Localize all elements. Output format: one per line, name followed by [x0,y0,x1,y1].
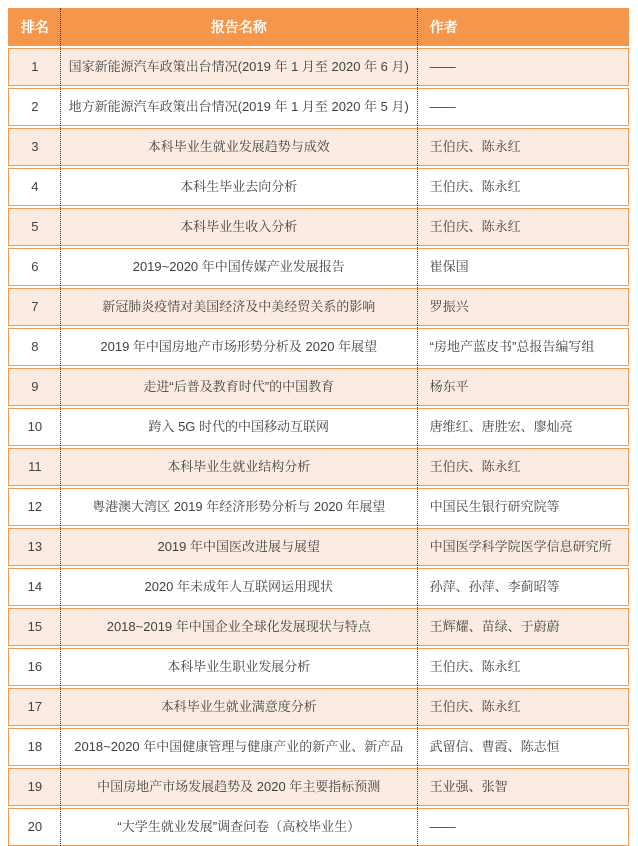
author-cell: 武留信、曹霞、陈志恒 [429,739,560,755]
table-row [8,728,629,766]
header-title: 报告名称 [210,18,267,35]
title-cell: 本科毕业生就业满意度分析 [160,699,317,715]
table-row [8,128,629,166]
rank-cell: 8 [31,339,39,355]
rank-cell: 20 [27,819,43,835]
author-cell: 罗振兴 [429,299,469,315]
author-cell: 唐维红、唐胜宏、廖灿亮 [429,419,573,435]
table-row [8,568,629,606]
header-author: 作者 [429,18,458,35]
table-row [8,648,629,686]
rank-cell: 14 [27,579,43,595]
title-cell: 2019 年中国医改进展与展望 [157,539,321,555]
author-cell: —— [429,819,456,835]
title-cell: 本科毕业生收入分析 [180,219,298,235]
rank-cell: 11 [28,459,42,475]
title-cell: 2019 年中国房地产市场形势分析及 2020 年展望 [100,339,378,355]
column-divider-rank-title [60,8,61,846]
table-row [8,368,629,406]
table-row [8,48,629,86]
author-cell: “房地产蓝皮书”总报告编写组 [429,339,595,355]
author-cell: 中国医学科学院医学信息研究所 [429,539,612,555]
table-row [8,168,629,206]
rank-cell: 10 [27,419,43,435]
author-cell: 孙萍、孙萍、李蓟昭等 [429,579,560,595]
title-cell: 2018~2019 年中国企业全球化发展现状与特点 [106,619,371,635]
title-cell: 本科毕业生就业发展趋势与成效 [147,139,330,155]
header-rank: 排名 [20,18,49,35]
table-row [8,328,629,366]
title-cell: 2020 年未成年人互联网运用现状 [144,579,334,595]
author-cell: 杨东平 [429,379,469,395]
column-divider-title-author [417,8,418,846]
rank-cell: 7 [31,299,39,315]
author-cell: 王伯庆、陈永红 [429,699,521,715]
rank-cell: 13 [27,539,43,555]
table-row [8,688,629,726]
title-cell: 本科生毕业去向分析 [180,179,298,195]
rank-cell: 2 [31,99,39,115]
title-cell: 中国房地产市场发展趋势及 2020 年主要指标预测 [97,779,381,795]
table-row [8,488,629,526]
table-row [8,448,629,486]
rank-cell: 6 [31,259,39,275]
table-row [8,88,629,126]
author-cell: —— [429,59,456,75]
table-body [8,48,629,846]
rank-cell: 5 [31,219,39,235]
author-cell: 崔保国 [429,259,469,275]
title-cell: 粤港澳大湾区 2019 年经济形势分析与 2020 年展望 [92,499,386,515]
title-cell: 2018~2020 年中国健康管理与健康产业的新产业、新产品 [74,739,404,755]
author-cell: 王伯庆、陈永红 [429,139,521,155]
rank-cell: 9 [31,379,39,395]
table-row [8,808,629,846]
table-row [8,528,629,566]
author-cell: 王业强、张智 [429,779,508,795]
author-cell: 王伯庆、陈永红 [429,659,521,675]
title-cell: 2019~2020 年中国传媒产业发展报告 [132,259,345,275]
table-row [8,408,629,446]
author-cell: 中国民生银行研究院等 [429,499,560,515]
rank-cell: 12 [27,499,43,515]
rank-cell: 18 [27,739,43,755]
table-row [8,288,629,326]
rank-cell: 3 [31,139,39,155]
rank-cell: 19 [27,779,43,795]
title-cell: 国家新能源汽车政策出台情况(2019 年 1 月至 2020 年 6 月) [68,59,409,75]
table-row [8,768,629,806]
author-cell: —— [429,99,456,115]
title-cell: 本科毕业生职业发展分析 [167,659,311,675]
rank-cell: 16 [27,659,43,675]
rank-cell: 15 [27,619,43,635]
title-cell: 跨入 5G 时代的中国移动互联网 [148,419,330,435]
reports-ranking-table [8,8,629,846]
title-cell: 走进“后普及教育时代”的中国教育 [143,379,335,395]
rank-cell: 4 [31,179,39,195]
author-cell: 王伯庆、陈永红 [429,459,521,475]
table-row [8,248,629,286]
author-cell: 王伯庆、陈永红 [429,179,521,195]
title-cell: 新冠肺炎疫情对美国经济及中美经贸关系的影响 [102,299,376,315]
rank-cell: 17 [27,699,43,715]
table-row [8,208,629,246]
author-cell: 王辉耀、苗绿、于蔚蔚 [429,619,560,635]
title-cell: 地方新能源汽车政策出台情况(2019 年 1 月至 2020 年 5 月) [68,99,409,115]
table-header-row [8,8,629,46]
author-cell: 王伯庆、陈永红 [429,219,521,235]
title-cell: “大学生就业发展”调查问卷（高校毕业生） [117,819,361,835]
table-row [8,608,629,646]
title-cell: 本科毕业生就业结构分析 [167,459,311,475]
rank-cell: 1 [31,59,39,75]
